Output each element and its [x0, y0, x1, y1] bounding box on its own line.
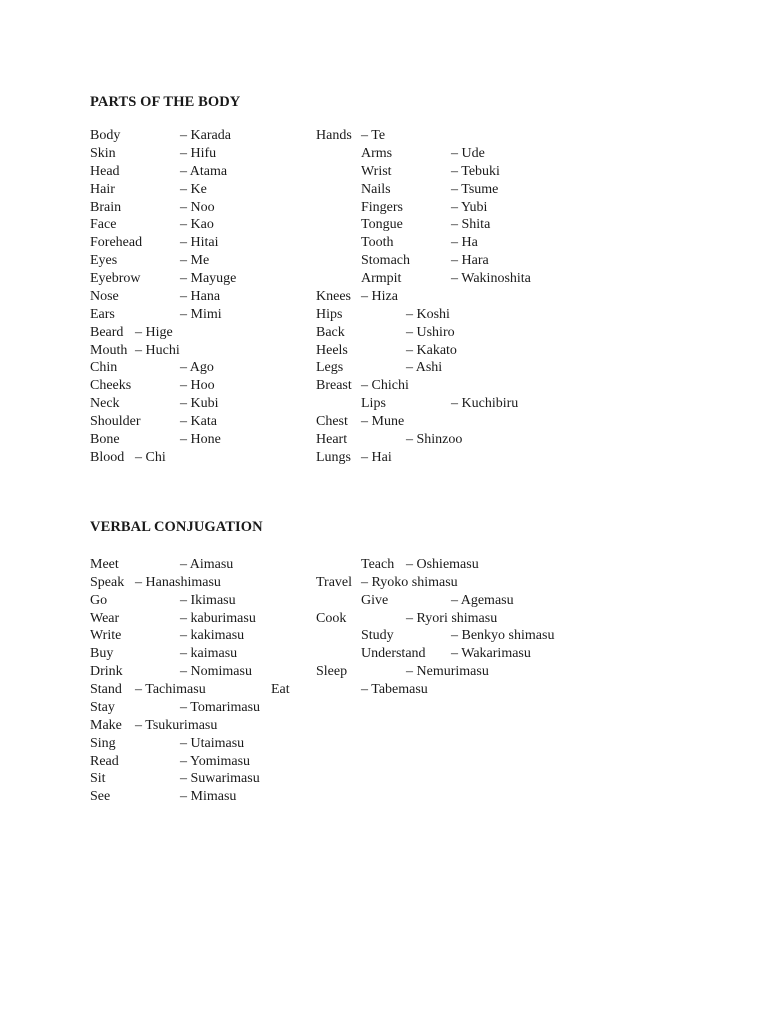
vocab-translation: – Chi — [135, 450, 166, 465]
vocab-translation: – Mayuge — [180, 271, 237, 286]
vocab-term: Mouth — [90, 343, 128, 358]
vocab-translation: – kaburimasu — [180, 611, 256, 626]
vocab-term: Face — [90, 217, 117, 232]
vocab-translation: – Hitai — [180, 235, 219, 250]
vocab-term: Nails — [361, 182, 391, 197]
vocab-term: Give — [361, 593, 389, 608]
vocab-term: Tongue — [361, 217, 403, 232]
vocab-translation: – Ude — [451, 146, 485, 161]
vocab-translation: – Hone — [180, 432, 221, 447]
vocab-term: Meet — [90, 557, 119, 572]
vocab-translation: – Hai — [361, 450, 392, 465]
vocab-translation: – Ikimasu — [180, 593, 236, 608]
vocab-term: Arms — [361, 146, 393, 161]
vocab-translation: – Tsukurimasu — [135, 718, 218, 733]
vocab-translation: – Agemasu — [451, 593, 514, 608]
vocab-translation: – Oshiemasu — [406, 557, 479, 572]
vocab-term: Hands — [316, 128, 352, 143]
vocab-translation: – Hiza — [361, 289, 398, 304]
vocab-term: Brain — [90, 200, 122, 215]
vocab-term: Body — [90, 128, 121, 143]
vocab-translation: – Hifu — [180, 146, 217, 161]
vocab-term: Fingers — [361, 200, 403, 215]
vocab-translation: – Wakinoshita — [451, 271, 531, 286]
vocab-translation: – Ke — [180, 182, 207, 197]
vocab-term: Tooth — [361, 235, 394, 250]
vocab-term: Eyebrow — [90, 271, 141, 286]
vocab-term: Armpit — [361, 271, 402, 286]
vocab-translation: – Mimasu — [180, 789, 237, 804]
vocab-translation: – Kuchibiru — [451, 396, 519, 411]
vocab-term: Neck — [90, 396, 120, 411]
vocab-term: Ears — [90, 307, 115, 322]
vocab-translation: – Noo — [180, 200, 215, 215]
vocab-term: Back — [316, 325, 345, 340]
vocab-translation: – Me — [180, 253, 210, 268]
vocab-translation: – kakimasu — [180, 628, 245, 643]
vocab-term: Lips — [361, 396, 386, 411]
vocab-translation: – Benkyo shimasu — [451, 628, 555, 643]
vocab-translation: – Shinzoo — [406, 432, 463, 447]
vocab-term: Head — [90, 164, 120, 179]
vocab-translation: – Ago — [180, 360, 214, 375]
vocab-term: Sleep — [316, 664, 348, 679]
vocab-translation: – Aimasu — [180, 557, 234, 572]
vocab-translation: – Kakato — [406, 343, 457, 358]
vocab-translation: – Atama — [180, 164, 228, 179]
vocab-translation: – Hige — [135, 325, 173, 340]
vocab-translation: – Hanashimasu — [135, 575, 221, 590]
vocab-term: Knees — [316, 289, 351, 304]
vocab-term: Eyes — [90, 253, 118, 268]
vocab-translation: – Huchi — [135, 343, 180, 358]
vocab-translation: – Tsume — [451, 182, 499, 197]
section-heading-verbal-conjugation: VERBAL CONJUGATION — [90, 519, 263, 535]
vocab-translation: – Koshi — [406, 307, 450, 322]
vocab-term: Hips — [316, 307, 343, 322]
vocab-translation: – Utaimasu — [180, 736, 245, 751]
vocab-term: Stay — [90, 700, 115, 715]
vocab-translation: – kaimasu — [180, 646, 238, 661]
vocab-translation: – Nemurimasu — [406, 664, 489, 679]
vocab-translation: – Tebuki — [451, 164, 500, 179]
vocab-translation: – Hoo — [180, 378, 215, 393]
vocab-term: Stomach — [361, 253, 410, 268]
vocab-translation: – Hana — [180, 289, 221, 304]
vocab-term: Forehead — [90, 235, 143, 250]
vocab-translation: – Kao — [180, 217, 214, 232]
vocab-translation: – Kata — [180, 414, 217, 429]
vocab-term: Travel — [316, 575, 353, 590]
vocab-translation: – Tachimasu — [135, 682, 206, 697]
vocab-term: Sing — [90, 736, 116, 751]
vocab-term: Legs — [316, 360, 344, 375]
vocab-term: Read — [90, 754, 119, 769]
vocab-translation: – Wakarimasu — [451, 646, 531, 661]
vocab-translation: – Tomarimasu — [180, 700, 261, 715]
vocab-translation: – Ashi — [406, 360, 443, 375]
vocab-term: Stand — [90, 682, 122, 697]
vocab-term: See — [90, 789, 111, 804]
vocab-term: Lungs — [316, 450, 351, 465]
vocab-term: Cheeks — [90, 378, 132, 393]
vocab-term: Skin — [90, 146, 116, 161]
vocab-translation: – Chichi — [361, 378, 409, 393]
vocab-term: Cook — [316, 611, 347, 626]
vocab-term: Sit — [90, 771, 106, 786]
vocab-term: Beard — [90, 325, 124, 340]
vocab-translation: – Nomimasu — [180, 664, 252, 679]
vocab-translation: – Ryoko shimasu — [361, 575, 458, 590]
vocab-term: Wear — [90, 611, 120, 626]
vocab-term: Study — [361, 628, 394, 643]
section-heading-parts-of-the-body: PARTS OF THE BODY — [90, 94, 241, 110]
vocab-term: Hair — [90, 182, 115, 197]
vocab-translation: – Karada — [180, 128, 231, 143]
vocab-term: Heels — [316, 343, 348, 358]
vocab-term: Bone — [90, 432, 120, 447]
vocab-term: Shoulder — [90, 414, 141, 429]
vocab-term: Blood — [90, 450, 125, 465]
vocab-term: Make — [90, 718, 122, 733]
vocab-translation: – Shita — [451, 217, 491, 232]
vocab-term: Chest — [316, 414, 348, 429]
vocab-translation: – Kubi — [180, 396, 219, 411]
vocab-term: Nose — [90, 289, 119, 304]
vocab-term: Breast — [316, 378, 352, 393]
vocab-term: Heart — [316, 432, 348, 447]
vocab-translation: – Yubi — [451, 200, 488, 215]
vocab-translation: – Ha — [451, 235, 478, 250]
vocab-translation: – Ryori shimasu — [406, 611, 498, 626]
vocab-translation: – Mune — [361, 414, 405, 429]
vocab-translation: – Te — [361, 128, 386, 143]
vocab-translation: – Suwarimasu — [180, 771, 260, 786]
vocab-term: Chin — [90, 360, 118, 375]
vocab-term: Eat — [271, 682, 290, 697]
vocab-term: Wrist — [361, 164, 392, 179]
vocab-term: Drink — [90, 664, 123, 679]
vocab-term: Teach — [361, 557, 395, 572]
vocab-translation: – Yomimasu — [180, 754, 251, 769]
vocab-term: Understand — [361, 646, 426, 661]
vocab-translation: – Ushiro — [406, 325, 455, 340]
vocab-translation: – Hara — [451, 253, 489, 268]
vocab-translation: – Mimi — [180, 307, 222, 322]
vocab-term: Go — [90, 593, 108, 608]
vocab-term: Buy — [90, 646, 114, 661]
vocab-term: Write — [90, 628, 122, 643]
vocab-translation: – Tabemasu — [361, 682, 428, 697]
vocab-term: Speak — [90, 575, 125, 590]
